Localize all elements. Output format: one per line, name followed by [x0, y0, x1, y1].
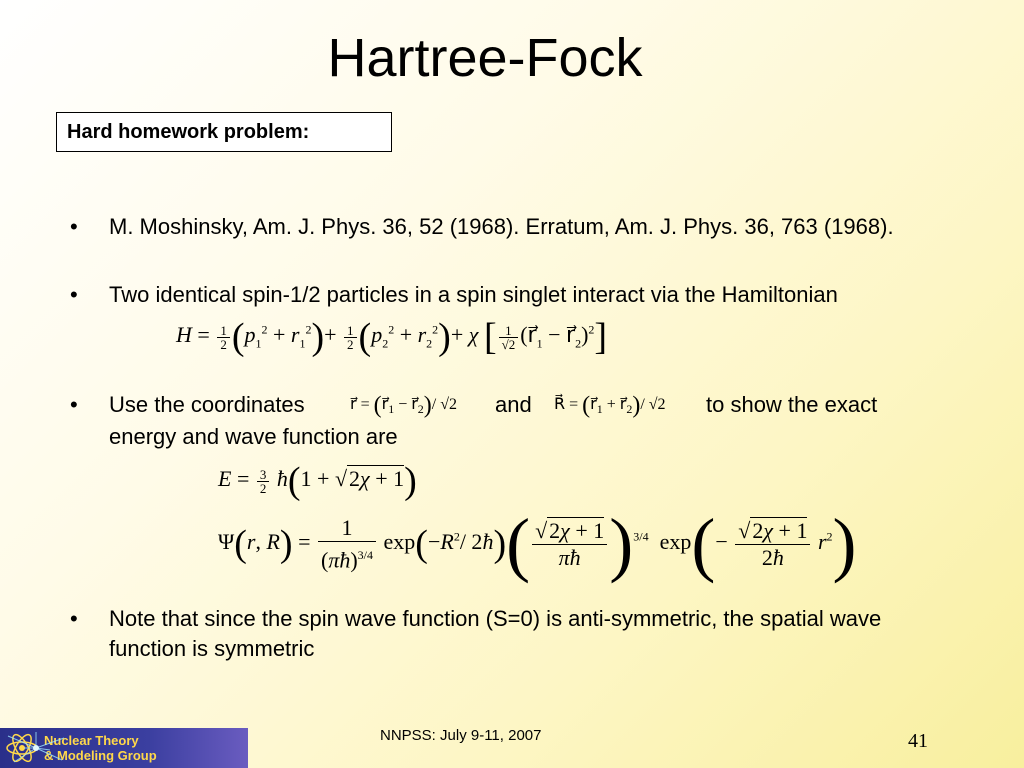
- network-graphic-icon: [4, 732, 68, 764]
- page-number: 41: [908, 730, 928, 752]
- footer-event: NNPSS: July 9-11, 2007: [380, 727, 542, 744]
- energy-equation: E = $\frac{3}{2}$ ħ(1 + √2χ + 1): [218, 460, 417, 502]
- wavefunction-equation: Ψ(r, R) = $\frac{1}{(\pi ħ)^{3/4}}$ $\exp(-R^2/$ 2ħ)( $\frac{√2\chi + 1}{\pi ħ}$ )$^{3/4}$ exp(− $\frac{√2\chi + 1}{2ħ}$ $r^2$): [218, 504, 857, 584]
- nuclear-theory-logo: [0, 728, 248, 768]
- hamiltonian-equation: H = $\frac{1}{2}$ $(p_1^2 + r_1^2)+$ $\frac{1}{2}$ $(p_2^2 + r_2^2)+ \chi$ [ $\frac{1}{√2}$ ($r⃗_1$ − $r⃗_2)^2$]: [176, 316, 608, 358]
- bullet-marker: •: [70, 392, 78, 417]
- bullet-text-show: to show the exact: [706, 392, 878, 417]
- bullet-text: Note that since the spin wave function (S=0) is anti-symmetric, the spatial wave function is symmetric: [109, 606, 882, 661]
- bullet-text-and: and: [495, 392, 532, 417]
- slide-title: Hartree-Fock: [327, 28, 643, 88]
- bullet-marker: •: [70, 606, 78, 631]
- cm-coordinate-equation: R⃗ = ($r⃗_1$ + $r⃗_2)/$ √2: [554, 392, 666, 419]
- bullet-text: Use the coordinates: [109, 392, 305, 417]
- bullet-marker: •: [70, 214, 78, 239]
- logo-line-1: Nuclear Theory: [44, 733, 139, 748]
- bullet-text: Two identical spin-1/2 particles in a spin singlet interact via the Hamiltonian: [109, 282, 838, 307]
- bullet-marker: •: [70, 282, 78, 307]
- homework-label-box: Hard homework problem:: [56, 112, 392, 152]
- bullet-text-energy: energy and wave function are: [109, 424, 398, 449]
- relative-coordinate-equation: r⃗ = ($r⃗_1$ − $r⃗_2)/$ √2: [350, 392, 458, 419]
- bullet-text: M. Moshinsky, Am. J. Phys. 36, 52 (1968). Erratum, Am. J. Phys. 36, 763 (1968).: [109, 214, 894, 239]
- logo-line-2: & Modeling Group: [44, 748, 157, 763]
